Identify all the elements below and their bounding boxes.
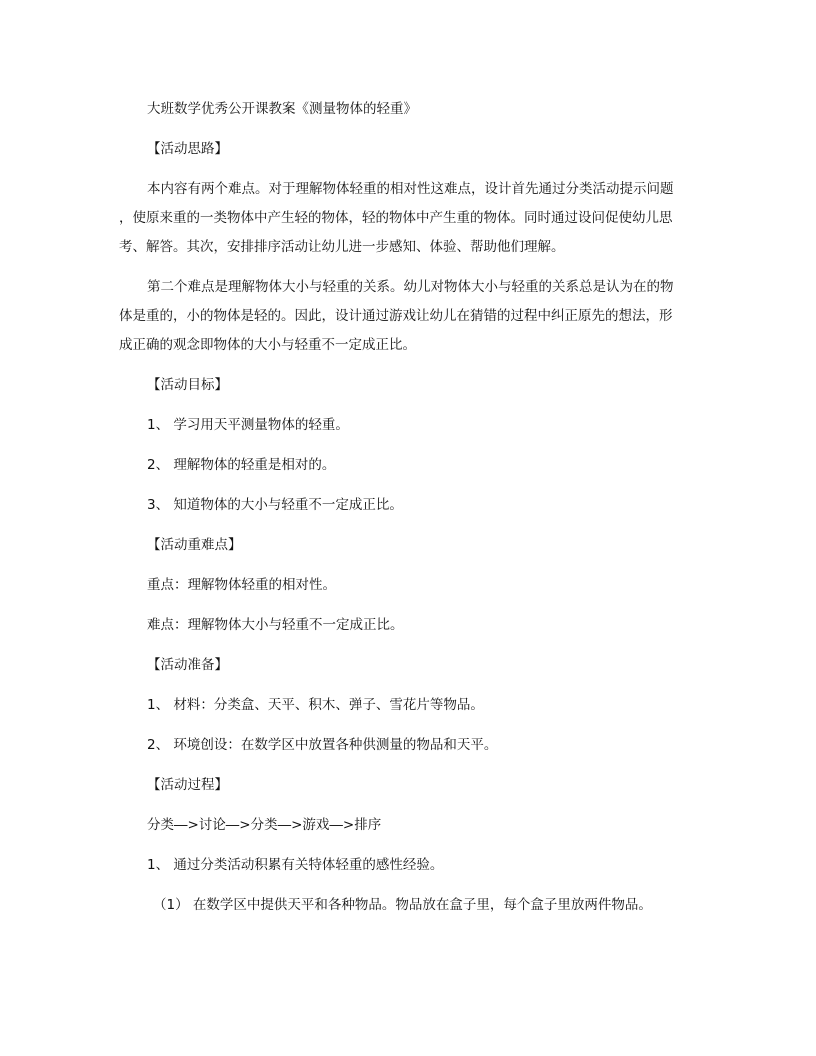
section-heading-prep: 【活动准备】 [147, 657, 228, 673]
prep-item-1: 1、 材料：分类盒、天平、积木、弹子、雪花片等物品。 [147, 697, 484, 713]
paragraph-1 [119, 175, 695, 262]
process-step-1: 1、 通过分类活动积累有关特体轻重的感性经验。 [147, 857, 444, 873]
paragraph-2-line-2: 体是重的，小的物体是轻的。因此，设计通过游戏让幼儿在猜错的过程中纠正原先的想法，形 [119, 308, 673, 324]
prep-item-2: 2、 环境创设：在数学区中放置各种供测量的物品和天平。 [147, 737, 498, 753]
paragraph-1-line-2: ，使原来重的一类物体中产生轻的物体，轻的物体中产生重的物体。同时通过设问促使幼儿思 [119, 210, 673, 226]
paragraph-1-line-3: 考、解答。其次，安排排序活动让幼儿进一步感知、体验、帮助他们理解。 [119, 239, 565, 255]
section-heading-process: 【活动过程】 [147, 777, 228, 793]
section-heading-goal: 【活动目标】 [147, 377, 228, 393]
paragraph-2-line-3: 成正确的观念即物体的大小与轻重不一定成正比。 [119, 337, 416, 353]
document-title: 大班数学优秀公开课教案《测量物体的轻重》 [147, 101, 417, 117]
process-flow: 分类―>讨论―>分类―>游戏―>排序 [147, 817, 382, 833]
document-content [119, 95, 695, 931]
paragraph-2-line-1: 第二个难点是理解物体大小与轻重的关系。幼儿对物体大小与轻重的关系总是认为在的物 [147, 279, 674, 295]
key-point: 重点：理解物体轻重的相对性。 [147, 577, 336, 593]
process-step-1-sub-1: （1） 在数学区中提供天平和各种物品。物品放在盒子里，每个盒子里放两件物品。 [153, 897, 652, 913]
difficult-point: 难点：理解物体大小与轻重不一定成正比。 [147, 617, 404, 633]
section-heading-idea: 【活动思路】 [147, 141, 228, 157]
paragraph-2 [119, 273, 695, 360]
section-heading-key-points: 【活动重难点】 [147, 537, 242, 553]
goal-item-2: 2、 理解物体的轻重是相对的。 [147, 457, 336, 473]
goal-item-1: 1、 学习用天平测量物体的轻重。 [147, 417, 349, 433]
paragraph-1-line-1: 本内容有两个难点。对于理解物体轻重的相对性这难点，设计首先通过分类活动提示问题 [147, 181, 674, 197]
goal-item-3: 3、 知道物体的大小与轻重不一定成正比。 [147, 497, 403, 513]
